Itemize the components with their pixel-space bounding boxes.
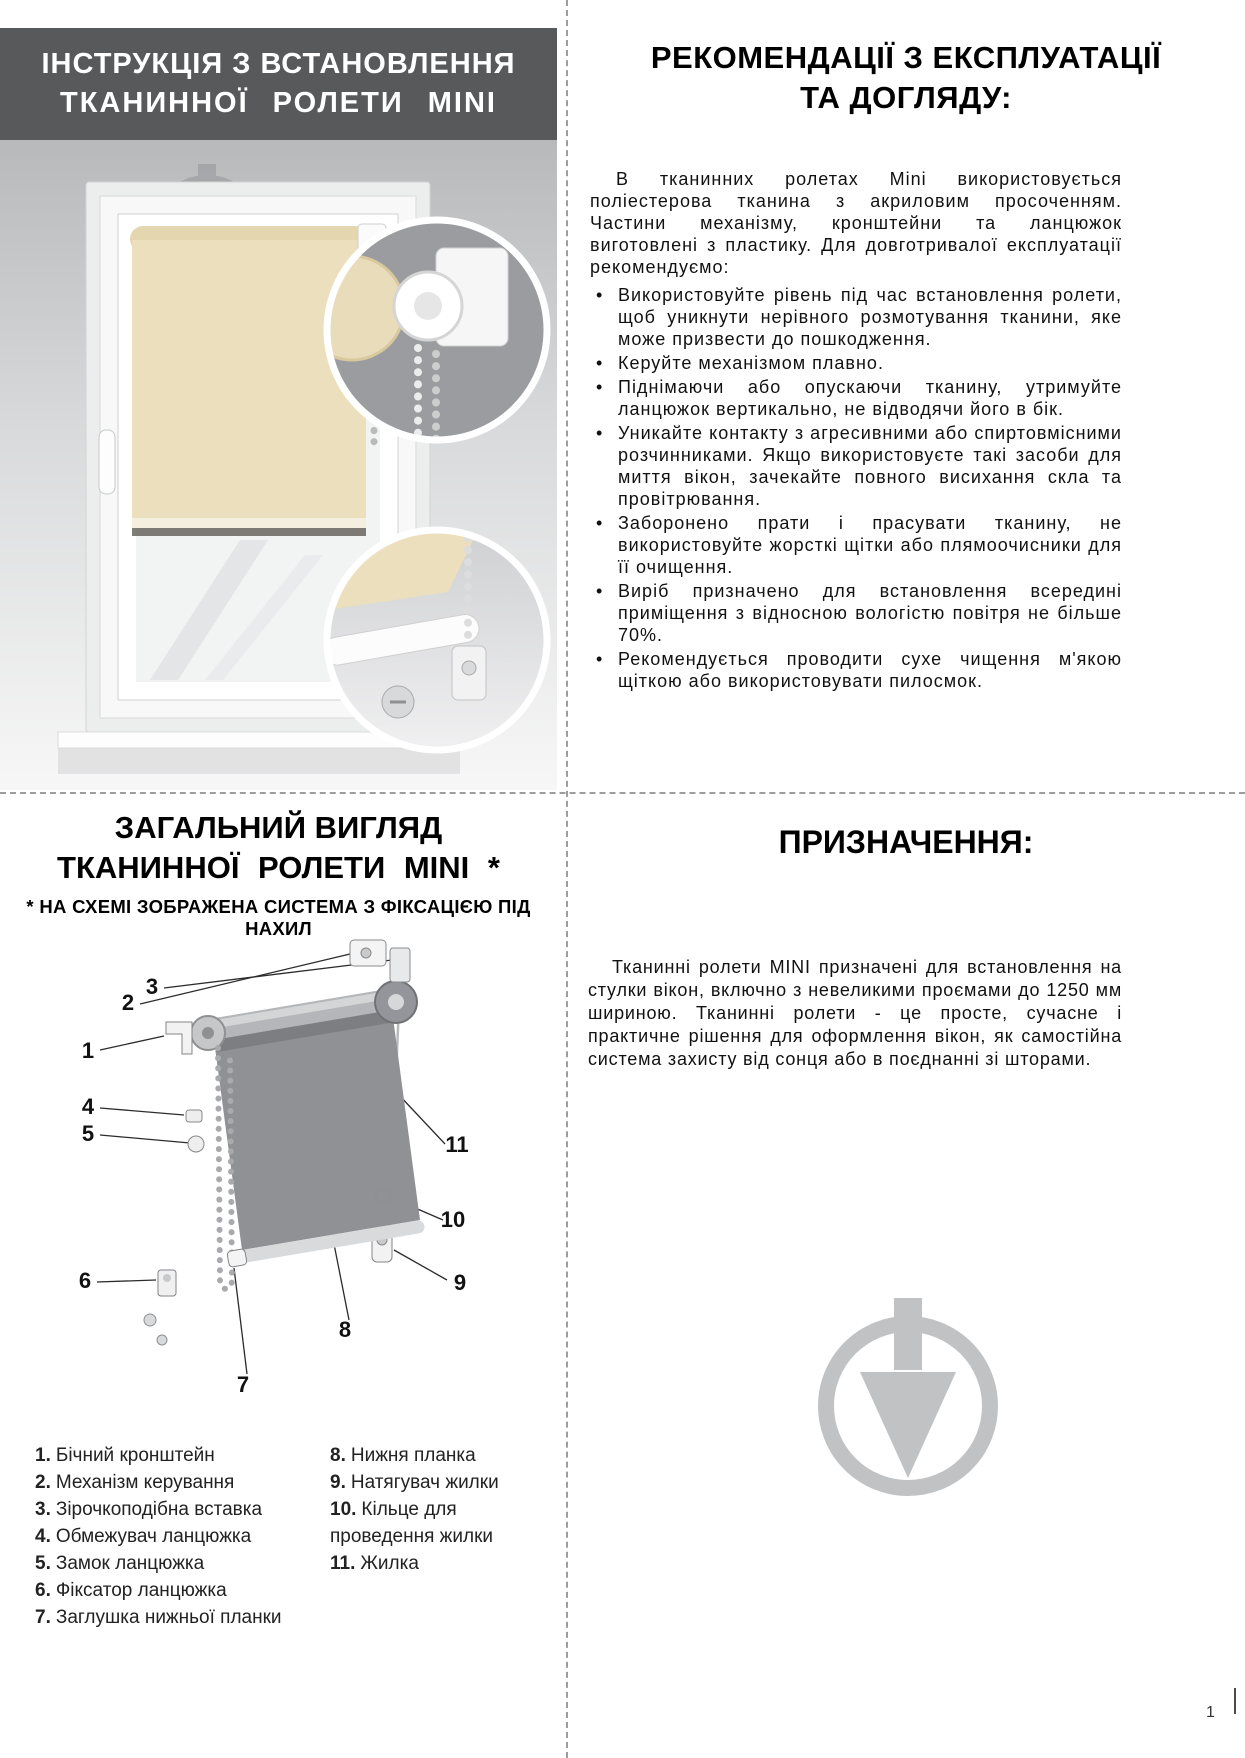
legend-item	[330, 1550, 530, 1577]
callout-number: 6	[78, 1268, 92, 1293]
callout-number: 2	[121, 990, 135, 1015]
legend-item	[35, 1523, 327, 1550]
bullet-text: Виріб призначено для встановлення всередині приміщення з відносною вологістю повітря не більше 70%.	[618, 581, 1122, 645]
callout-number: 8	[338, 1317, 352, 1342]
callout-number: 1	[81, 1038, 95, 1063]
legend-label: Механізм керування	[55, 1472, 235, 1493]
bullet-text: Використовуйте рівень під час встановлення ролети, щоб уникнути нерівного розмотування тканини, яке може призвести до пошкодження.	[618, 285, 1122, 349]
bullet-text: Рекомендується проводити сухе чищення м'якою щіткою або використовувати пилосмок.	[618, 649, 1122, 691]
overview-subtitle: * НА СХЕМІ ЗОБРАЖЕНА СИСТЕМА З ФІКСАЦІЄЮ ПІД НАХИЛ	[26, 896, 531, 939]
recommendations-title-line1: РЕКОМЕНДАЦІЇ З ЕКСПЛУАТАЦІЇ	[650, 40, 1162, 75]
legend-item	[35, 1496, 327, 1523]
window-photo-illustration	[0, 140, 557, 790]
legend-item	[35, 1469, 327, 1496]
recommendations-body	[590, 168, 1122, 694]
callout-number: 5	[81, 1121, 95, 1146]
page-number: 1	[1206, 1704, 1215, 1721]
legend-number: 8.	[330, 1445, 346, 1466]
legend-number: 3.	[35, 1499, 51, 1520]
horizontal-cut-line	[0, 792, 1245, 794]
callout-number: 10	[440, 1207, 466, 1232]
legend-label: Нижня планка	[350, 1445, 476, 1466]
window-illustration-svg	[0, 140, 557, 790]
list-item	[590, 352, 1122, 374]
legend-label: Заглушка нижньої планки	[55, 1607, 282, 1628]
installation-title-line1: ІНСТРУКЦІЯ З ВСТАНОВЛЕННЯ	[41, 48, 516, 80]
legend-number: 6.	[35, 1580, 51, 1601]
overview-title-line1: ЗАГАЛЬНИЙ ВИГЛЯД	[114, 810, 443, 845]
legend-label: Жилка	[360, 1553, 419, 1574]
bullet-text: Піднімаючи або опускаючи тканину, утримуйте ланцюжок вертикально, не відводячи його в бік.	[618, 377, 1122, 419]
recommendations-title	[567, 38, 1245, 118]
legend-number: 9.	[330, 1472, 346, 1493]
legend-label: Обмежувач ланцюжка	[55, 1526, 252, 1547]
legend-item	[35, 1604, 327, 1631]
purpose-title: ПРИЗНАЧЕННЯ:	[778, 824, 1034, 860]
vertical-cut-line	[566, 0, 568, 1758]
diagram-roller-fabric	[191, 981, 420, 1250]
page-edge-mark	[1234, 1688, 1236, 1714]
legend-label: Бічний кронштейн	[55, 1445, 215, 1466]
legend-number: 10.	[330, 1499, 357, 1520]
legend-label: Кільце для проведення жилки	[330, 1499, 493, 1547]
bullet-text: Уникайте контакту з агресивними або спиртовмісними розчинниками. Якщо використовуєте такі засоби для миття вікон, зачекайте повного висихання скла та провітрювання.	[618, 423, 1122, 509]
legend-number: 5.	[35, 1553, 51, 1574]
callout-number: 7	[236, 1372, 250, 1397]
legend-item	[330, 1469, 530, 1496]
legend-label: Замок ланцюжка	[55, 1553, 205, 1574]
list-item	[590, 376, 1122, 420]
exploded-diagram-svg	[0, 922, 567, 1437]
bullet-text: Заборонено прати і прасувати тканину, не використовуйте жорсткі щітки або плямоочисники для її очищення.	[618, 513, 1122, 577]
legend-label: Зірочкоподібна вставка	[55, 1499, 263, 1520]
legend-label: Натягувач жилки	[350, 1472, 499, 1493]
legend-number: 7.	[35, 1607, 51, 1628]
parts-legend-left	[35, 1442, 327, 1631]
legend-item	[35, 1442, 327, 1469]
bullet-text: Керуйте механізмом плавно.	[618, 353, 884, 373]
list-item	[590, 512, 1122, 578]
recommendations-intro: В тканинних ролетах Mini використовується поліестерова тканина з акриловим просоченням. Частини механізму, кронштейни та ланцюжок виготовлені з пластику. Для довготривалої експлуатації рекомендуємо:	[590, 169, 1122, 277]
list-item	[590, 422, 1122, 510]
legend-label: Фіксатор ланцюжка	[55, 1580, 227, 1601]
list-item	[590, 284, 1122, 350]
list-item	[590, 580, 1122, 646]
installation-title-line2: ТКАНИННОЇ РОЛЕТИ MINI	[60, 87, 497, 119]
window-handle	[99, 430, 115, 494]
legend-number: 4.	[35, 1526, 51, 1547]
parts-legend-right	[330, 1442, 530, 1577]
recommendations-title-line2: ТА ДОГЛЯДУ:	[800, 80, 1012, 115]
legend-item	[330, 1442, 530, 1469]
legend-number: 2.	[35, 1472, 51, 1493]
callout-number: 11	[445, 1132, 469, 1157]
legend-number: 11.	[330, 1553, 356, 1574]
overview-title-line2: ТКАНИННОЇ РОЛЕТИ MINI *	[57, 850, 500, 885]
list-item	[590, 648, 1122, 692]
exploded-diagram	[0, 922, 567, 1442]
callout-number: 9	[453, 1270, 467, 1295]
legend-item	[35, 1550, 327, 1577]
installation-title-band	[0, 28, 557, 140]
callout-number: 4	[81, 1094, 95, 1119]
purpose-text: Тканинні ролети MINI призначені для встановлення на стулки вікон, включно з невеликими проємами до 1250 мм шириною. Тканинні ролети - це просте, сучасне і практичне рішення для оформлення вікон, як самостійна система захисту від сонця або в поєднанні зі шторами.	[588, 957, 1122, 1069]
callout-number: 3	[145, 974, 159, 999]
legend-number: 1.	[35, 1445, 51, 1466]
legend-item	[330, 1496, 530, 1550]
legend-item	[35, 1577, 327, 1604]
recommendations-list	[590, 284, 1122, 692]
brand-watermark-icon	[798, 1290, 1018, 1515]
